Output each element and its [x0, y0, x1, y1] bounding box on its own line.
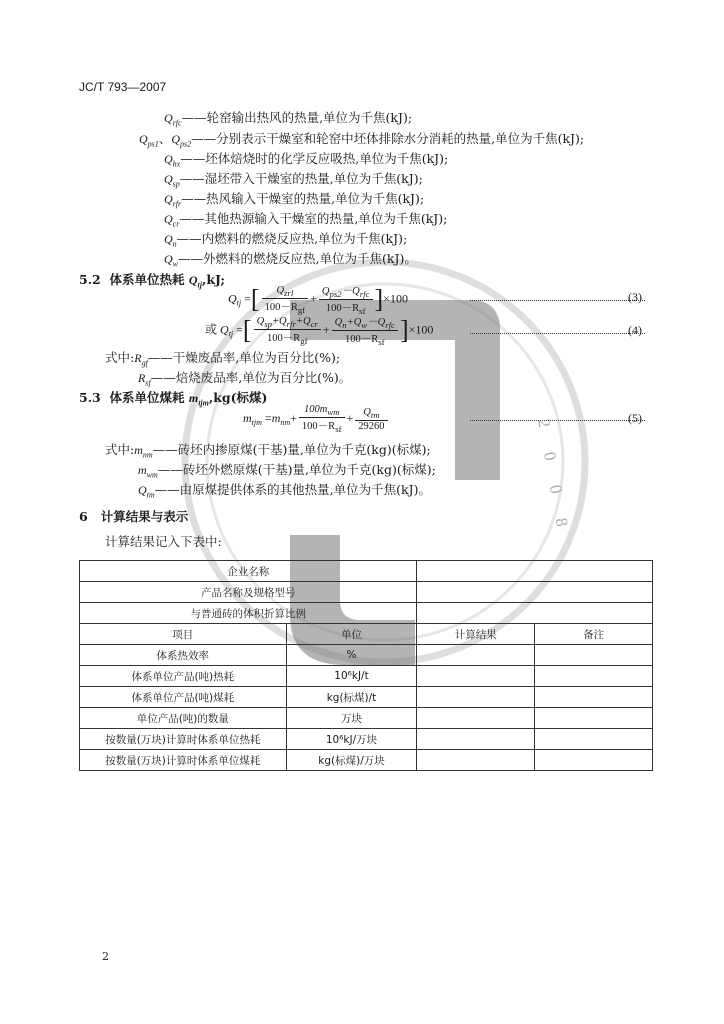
- table-cell: 10⁶kJ/t: [286, 666, 417, 687]
- table-cell: 体系单位产品(吨)热耗: [80, 666, 287, 687]
- table-cell: 10⁶kJ/万块: [286, 729, 417, 750]
- table-cell: [535, 645, 653, 666]
- table-cell: [417, 561, 653, 582]
- definition-symbol: Q: [164, 111, 173, 125]
- table-cell: [535, 708, 653, 729]
- where-item: $R_{sf}——$焙烧废品率,单位为百分比(%)。: [138, 370, 352, 388]
- table-cell: [417, 603, 653, 624]
- section-6-intro: 计算结果记入下表中:: [105, 534, 222, 549]
- equation-5: $m_{tjm} =m_{nm}+$ $\frac{100m_{wm}}{100-R_{sf}}$ + $\frac{Q_{tm}}{29260}$: [243, 404, 390, 434]
- column-header: 计算结果: [417, 624, 535, 645]
- definition-item: $Q_n——$内燃料的燃烧反应热,单位为千焦(kJ);: [164, 231, 408, 249]
- definition-text: ——分别表示干燥室和轮窑中坯体排除水分消耗的热量,单位为千焦(kJ);: [191, 131, 585, 146]
- equation-3: $Q_{tj}$ =[ $\frac{Q_{zrl}}{100-R_{gf}}$ + $\frac{Q_{ps2}-Q_{rfc}}{100-R_{sf}}$ ]×100: [228, 284, 408, 317]
- watermark-year: 2008: [534, 417, 577, 553]
- column-header: 单位: [286, 624, 417, 645]
- definition-item: $Q_{sp}——$湿坯带入干燥室的热量,单位为千焦(kJ);: [164, 171, 423, 189]
- equation-3-number: (3): [628, 290, 642, 304]
- section-heading-5-3: 5.3 体系单位煤耗 $m_{tjm},kg$(标煤): [79, 390, 268, 408]
- table-header-row: [80, 624, 653, 645]
- results-table: [79, 560, 653, 771]
- section-heading-5-2: 5.2 体系单位热耗 $Q_{tj},kJ$;: [79, 272, 226, 290]
- column-header: 备注: [535, 624, 653, 645]
- table-cell: [535, 729, 653, 750]
- where-item: $m_{wm}——$砖坯外燃原煤(干基)量,单位为千克(kg)(标煤);: [138, 462, 436, 480]
- table-cell: [417, 729, 535, 750]
- table-cell: 按数量(万块)计算时体系单位煤耗: [80, 750, 287, 771]
- column-header: 项目: [80, 624, 287, 645]
- table-cell: [417, 645, 535, 666]
- table-row: [80, 708, 653, 729]
- table-row: [80, 561, 653, 582]
- table-cell: kg(标煤)/万块: [286, 750, 417, 771]
- document-code: JC/T 793—2007: [79, 80, 167, 94]
- definition-item: $Q_{ps1}$、$Q_{ps2}——$分别表示干燥室和轮窑中坯体排除水分消耗的热量,单位为千焦(kJ);: [139, 131, 585, 149]
- where-item: 式中$:R_{gf}——$干燥废品率,单位为百分比(%);: [105, 350, 341, 368]
- table-cell: 产品名称及规格型号: [80, 582, 417, 603]
- table-row: [80, 750, 653, 771]
- definition-text: ——轮窑输出热风的热量,单位为千焦(kJ);: [181, 110, 413, 125]
- definition-item: $Q_{cr}——$其他热源输入干燥室的热量,单位为千焦(kJ);: [164, 211, 448, 229]
- table-cell: 体系单位产品(吨)煤耗: [80, 687, 287, 708]
- table-cell: 单位产品(吨)的数量: [80, 708, 287, 729]
- table-cell: [535, 666, 653, 687]
- equation-5-number: (5): [628, 411, 642, 425]
- table-cell: 按数量(万块)计算时体系单位热耗: [80, 729, 287, 750]
- where-item: 式中$:m_{nm}——$砖坯内掺原煤(干基)量,单位为千克(kg)(标煤);: [105, 442, 431, 460]
- table-cell: 万块: [286, 708, 417, 729]
- table-cell: 体系热效率: [80, 645, 287, 666]
- table-row: [80, 687, 653, 708]
- table-cell: kg(标煤)/t: [286, 687, 417, 708]
- table-cell: [417, 687, 535, 708]
- page-number: 2: [102, 950, 109, 963]
- table-cell: [417, 582, 653, 603]
- table-cell: [417, 708, 535, 729]
- table-cell: [535, 687, 653, 708]
- where-item: $Q_{tm}——$由原煤提供体系的其他热量,单位为千焦(kJ)。: [138, 482, 431, 500]
- table-cell: %: [286, 645, 417, 666]
- table-cell: [417, 750, 535, 771]
- definition-item: $Q_{hx}——$坯体焙烧时的化学反应吸热,单位为千焦(kJ);: [164, 151, 449, 169]
- table-row: [80, 729, 653, 750]
- table-cell: [417, 666, 535, 687]
- table-cell: 与普通砖的体积折算比例: [80, 603, 417, 624]
- definition-item: $Q_{rfc}——$轮窑输出热风的热量,单位为千焦(kJ);: [164, 110, 413, 128]
- table-row: [80, 645, 653, 666]
- table-cell: [535, 750, 653, 771]
- equation-4: 或 $Q_{tj}$ =[ $\frac{Q_{sp}+Q_{rfr}+Q_{cr}}{100-R_{gf}}$ + $\frac{Q_n+Q_w-Q_{rfc}}{100-R_{sf}}$ ]×100: [205, 315, 434, 348]
- table-row: [80, 603, 653, 624]
- table-cell: 企业名称: [80, 561, 417, 582]
- table-row: [80, 582, 653, 603]
- section-heading-6: 6 计算结果与表示: [79, 509, 189, 524]
- definition-item: $Q_w——$外燃料的燃烧反应热,单位为千焦(kJ)。: [164, 251, 417, 269]
- equation-4-number: (4): [628, 323, 642, 337]
- table-row: [80, 666, 653, 687]
- definition-item: $Q_{rfr}——$热风输入干燥室的热量,单位为千焦(kJ);: [164, 191, 425, 209]
